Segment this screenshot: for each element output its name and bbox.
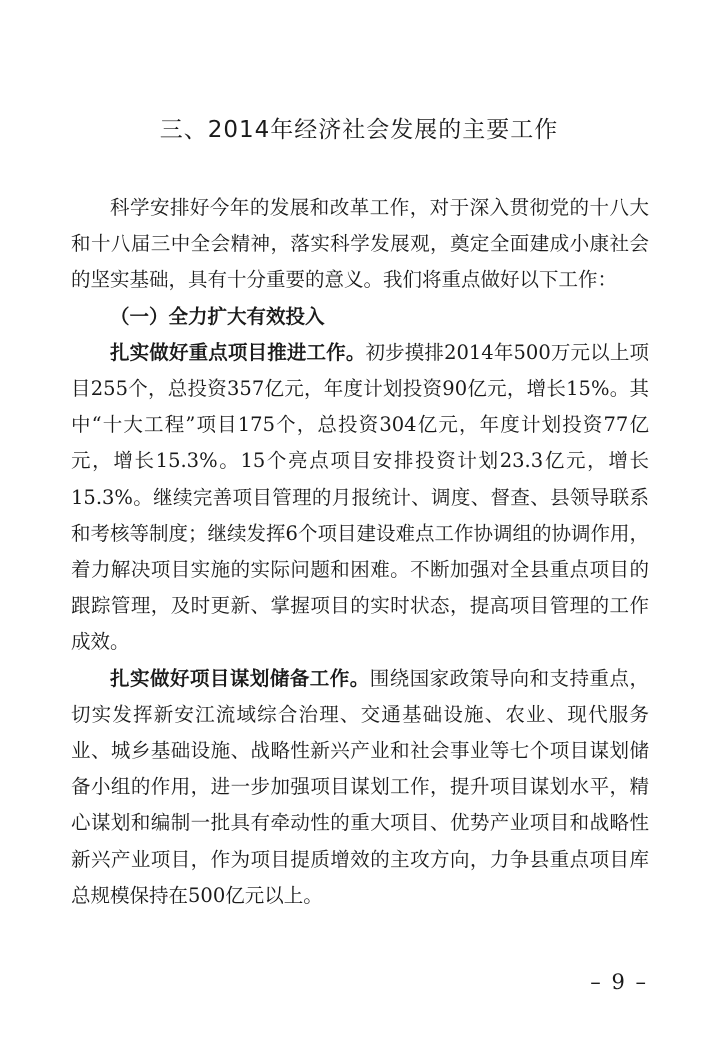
paragraph-text: 初步摸排2014年500万元以上项目255个，总投资357亿元，年度计划投资90亿元，增长15%。其中“十大工程”项目175个，总投资304亿元，年度计划投资77亿元，增长15.3%。15个亮点项目安排投资计划23.3亿元，增长15.3%。继续完善项目管理的月报统计、调度、督查、县领导联系和考核等制度；继续发挥6个项目建设难点工作协调组的协调作用，着力解决项目实施的实际问题和困难。不断加强对全县重点项目的跟踪管理，及时更新、掌握项目的实时状态，提高项目管理的工作成效。 <box>71 340 649 654</box>
section-title: 三、2014年经济社会发展的主要工作 <box>159 117 559 143</box>
paragraph-project-planning <box>71 661 649 914</box>
paragraph-text: 围绕国家政策导向和支持重点，切实发挥新安江流域综合治理、交通基础设施、农业、现代服务业、城乡基础设施、战略性新兴产业和社会事业等七个项目谋划储备小组的作用，进一步加强项目谋划工作，提升项目谋划水平，精心谋划和编制一批具有牵动性的重大项目、优势产业项目和战略性新兴产业项目，作为项目提质增效的主攻方向，力争县重点项目库总规模保持在500亿元以上。 <box>71 666 649 907</box>
paragraph-lead: 扎实做好项目谋划储备工作。 <box>110 666 370 690</box>
section-heading: （一）全力扩大有效投入 <box>110 304 325 328</box>
page-number: – 9 – <box>590 970 648 994</box>
document-body <box>71 190 649 914</box>
paragraph-lead: 扎实做好重点项目推进工作。 <box>110 340 366 364</box>
paragraph-project-progress <box>71 335 649 661</box>
intro-paragraph: 科学安排好今年的发展和改革工作，对于深入贯彻党的十八大和十八届三中全会精神，落实科学发展观，奠定全面建成小康社会的坚实基础，具有十分重要的意义。我们将重点做好以下工作： <box>71 196 649 292</box>
